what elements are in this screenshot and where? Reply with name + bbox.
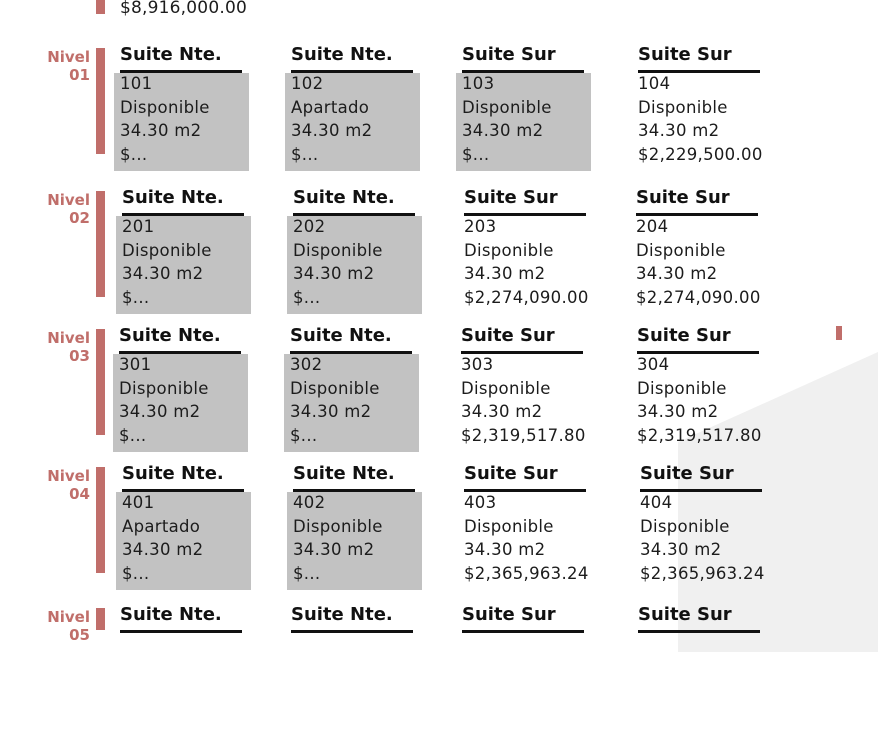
level-row	[0, 44, 840, 178]
suite-price: $2,319,517.80	[461, 426, 586, 446]
suite-price: $...	[119, 426, 147, 446]
suite-price: $2,229,500.00	[638, 145, 763, 165]
level-row	[0, 187, 840, 321]
suite-area: 34.30 m2	[464, 264, 546, 284]
suite-title: Suite Sur	[638, 604, 732, 625]
suite-unit: 104	[638, 74, 671, 93]
suite-area: 34.30 m2	[640, 540, 722, 560]
level-bar	[96, 608, 105, 630]
level-label: Nivel 05	[47, 608, 90, 644]
suite-price: $...	[122, 288, 150, 308]
suite-status: Disponible	[464, 240, 554, 260]
suite-status: Disponible	[461, 378, 551, 398]
suite-status: Disponible	[640, 516, 730, 536]
level-label: Nivel 02	[47, 191, 90, 227]
level-row	[0, 463, 840, 597]
suite-title: Suite Nte.	[291, 44, 393, 65]
suite-title: Suite Sur	[637, 325, 731, 346]
suite-area: 34.30 m2	[637, 402, 719, 422]
suite-status: Disponible	[119, 378, 209, 398]
suite-status: Apartado	[291, 97, 370, 117]
suite-price: $...	[290, 426, 318, 446]
suite-title: Suite Sur	[638, 44, 732, 65]
suite-unit: 203	[464, 217, 497, 236]
suite-unit: 401	[122, 493, 155, 512]
suite-status: Apartado	[122, 516, 201, 536]
suite-status: Disponible	[290, 378, 380, 398]
suite-unit: 402	[293, 493, 326, 512]
suite-area: 34.30 m2	[122, 264, 204, 284]
suite-title: Suite Nte.	[122, 187, 224, 208]
suite-title: Suite Nte.	[120, 44, 222, 65]
suite-price: $...	[293, 564, 321, 584]
suite-unit: 403	[464, 493, 497, 512]
suite-area: 34.30 m2	[293, 540, 375, 560]
suite-unit: 301	[119, 355, 152, 374]
level-label: Nivel 04	[47, 467, 90, 503]
level-label: Nivel 01	[47, 48, 90, 84]
suite-price: $2,274,090.00	[464, 288, 589, 308]
suite-area: 34.30 m2	[291, 121, 373, 141]
suite-title: Suite Nte.	[120, 604, 222, 625]
suite-price: $2,274,090.00	[636, 288, 761, 308]
suite-status: Disponible	[120, 97, 210, 117]
suite-status: Disponible	[122, 240, 212, 260]
suite-area: 34.30 m2	[119, 402, 201, 422]
suite-unit: 404	[640, 493, 673, 512]
level-label: Nivel 03	[47, 329, 90, 365]
suite-title: Suite Nte.	[293, 463, 395, 484]
suite-price: $...	[122, 564, 150, 584]
suite-status: Disponible	[637, 378, 727, 398]
suite-unit: 102	[291, 74, 324, 93]
suite-unit: 204	[636, 217, 669, 236]
suite-title: Suite Sur	[636, 187, 730, 208]
suite-unit: 303	[461, 355, 494, 374]
suite-title: Suite Nte.	[293, 187, 395, 208]
suite-price: $2,319,517.80	[637, 426, 762, 446]
level-bar	[96, 329, 105, 435]
level-bar	[96, 0, 105, 14]
suite-status: Disponible	[293, 516, 383, 536]
suite-area: 34.30 m2	[120, 121, 202, 141]
suite-status: Disponible	[293, 240, 383, 260]
suite-area: 34.30 m2	[290, 402, 372, 422]
suite-area: 34.30 m2	[464, 540, 546, 560]
suite-status: Disponible	[636, 240, 726, 260]
suite-price: $2,365,963.24	[464, 564, 589, 584]
suite-status: Disponible	[464, 516, 554, 536]
suite-title: Suite Nte.	[290, 325, 392, 346]
suite-unit: 201	[122, 217, 155, 236]
suite-title: Suite Nte.	[119, 325, 221, 346]
suite-area: 34.30 m2	[293, 264, 375, 284]
suite-unit: 103	[462, 74, 495, 93]
suite-area: 34.30 m2	[638, 121, 720, 141]
suite-unit: 101	[120, 74, 153, 93]
suite-status: Disponible	[462, 97, 552, 117]
suite-title: Suite Sur	[461, 325, 555, 346]
suite-underline	[120, 630, 242, 633]
suite-price: $...	[462, 145, 490, 165]
suite-title: Suite Nte.	[291, 604, 393, 625]
suite-unit: 302	[290, 355, 323, 374]
suite-area: 34.30 m2	[636, 264, 718, 284]
level-row	[0, 604, 840, 644]
suite-underline	[638, 630, 760, 633]
suite-area: 34.30 m2	[461, 402, 543, 422]
suite-title: Suite Sur	[640, 463, 734, 484]
suite-area: 34.30 m2	[122, 540, 204, 560]
previous-suite-price: $8,916,000.00	[120, 0, 247, 18]
suite-underline	[462, 630, 584, 633]
suite-underline	[291, 630, 413, 633]
suite-unit: 202	[293, 217, 326, 236]
suite-price: $2,365,963.24	[640, 564, 765, 584]
suite-title: Suite Sur	[464, 187, 558, 208]
suite-area: 34.30 m2	[462, 121, 544, 141]
suite-price: $...	[293, 288, 321, 308]
suite-title: Suite Sur	[464, 463, 558, 484]
level-bar	[96, 48, 105, 154]
suite-title: Suite Sur	[462, 604, 556, 625]
suite-price: $...	[120, 145, 148, 165]
level-row	[0, 325, 840, 459]
suite-title: Suite Nte.	[122, 463, 224, 484]
suite-title: Suite Sur	[462, 44, 556, 65]
suite-unit: 304	[637, 355, 670, 374]
suite-price: $...	[291, 145, 319, 165]
level-bar	[96, 467, 105, 573]
suite-status: Disponible	[638, 97, 728, 117]
level-bar	[96, 191, 105, 297]
